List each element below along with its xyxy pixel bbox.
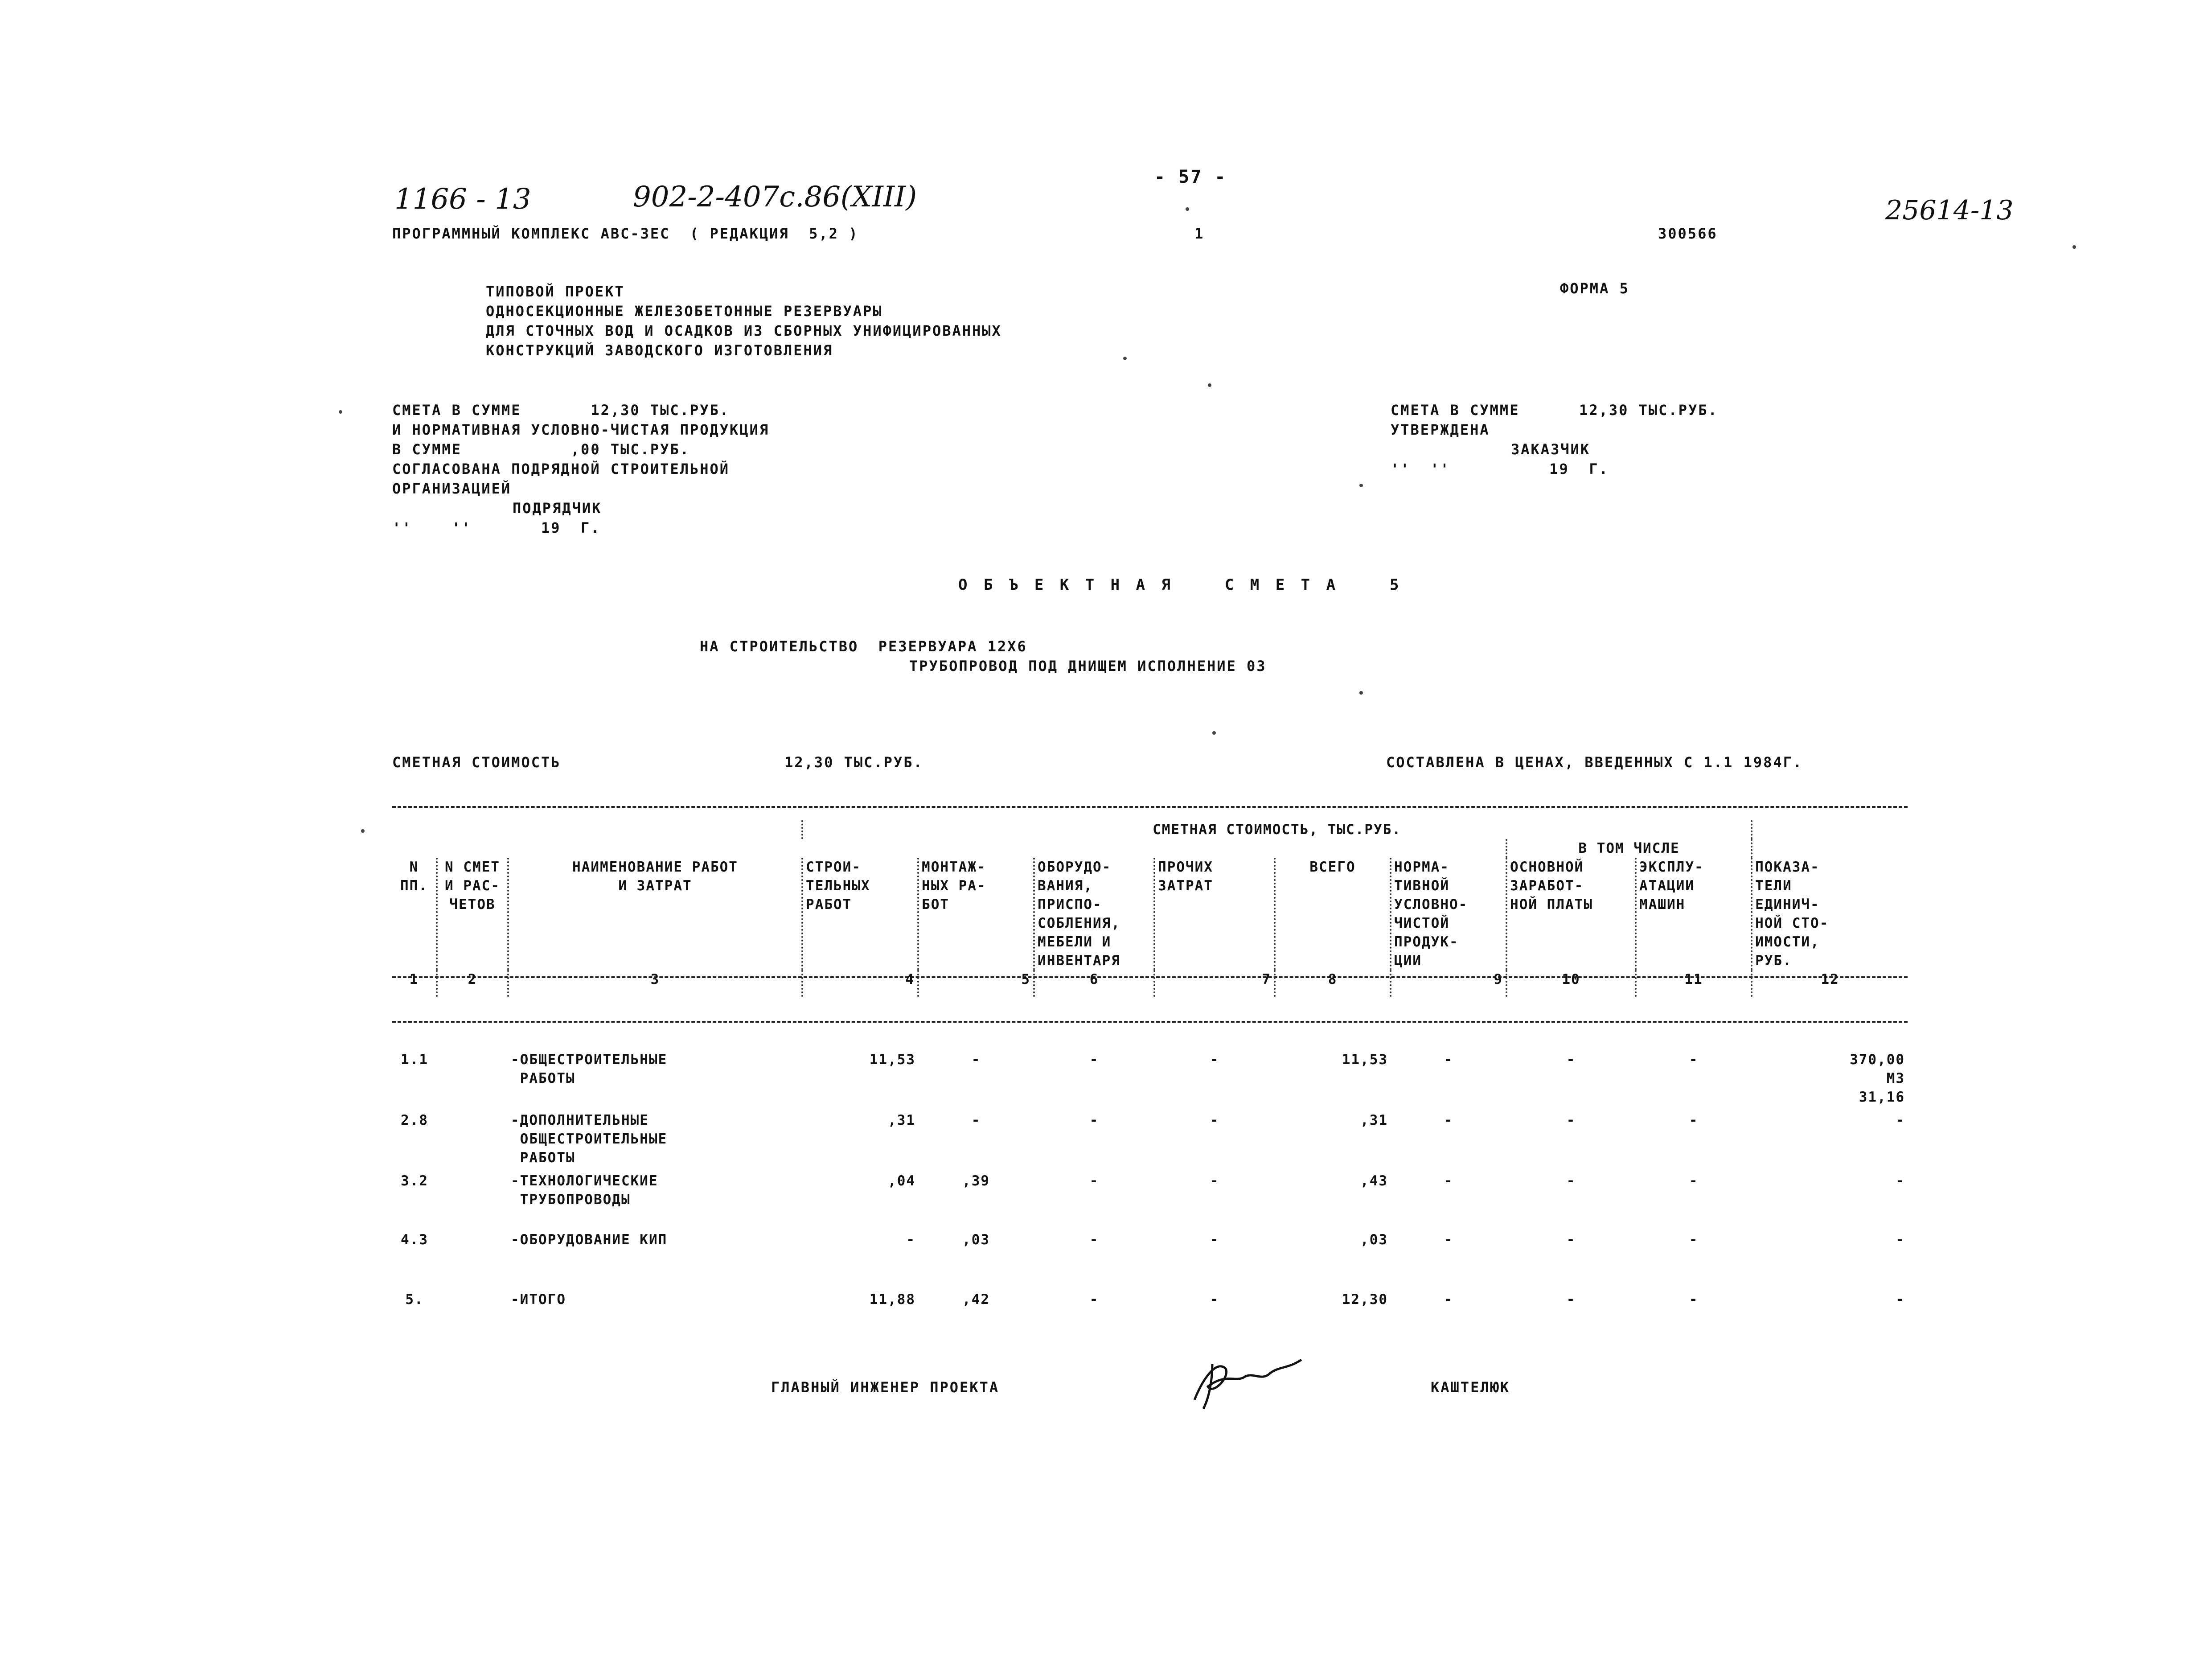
row-nup: - [1444, 1232, 1453, 1248]
form-label: ФОРМА 5 [1560, 280, 1629, 297]
row-total: ,43 [1360, 1173, 1388, 1189]
scan-speck [1186, 207, 1189, 211]
row-other: - [1210, 1112, 1219, 1128]
signature-mark [1186, 1351, 1310, 1413]
sheet-number: 1 [1194, 225, 1205, 242]
in-total-header: В ТОМ ЧИСЛЕ [1506, 839, 1752, 858]
row-mach: - [1689, 1052, 1699, 1068]
row-equip: - [1089, 1052, 1099, 1068]
col-number: 4 [802, 970, 918, 997]
row-mount: - [971, 1052, 981, 1068]
row-number: 1.1 [401, 1052, 428, 1068]
row-total: 12,30 [1342, 1291, 1388, 1308]
row-name: -ДОПОЛНИТЕЛЬНЫЕ ОБЩЕСТРОИТЕЛЬНЫЕ РАБОТЫ [511, 1112, 668, 1166]
row-mach: - [1689, 1232, 1699, 1248]
row-build: 11,53 [869, 1052, 916, 1068]
col-header-4: СТРОИ- ТЕЛЬНЫХ РАБОТ [802, 858, 918, 970]
table-row [392, 1290, 1908, 1317]
scan-speck [1208, 383, 1211, 387]
col-number: 5 [918, 970, 1034, 997]
row-wage: - [1566, 1291, 1576, 1308]
row-wage: - [1566, 1052, 1576, 1068]
handwritten-ref-right: 25614-13 [1885, 195, 2014, 226]
col-header-2: N СМЕТ И РАС- ЧЕТОВ [437, 858, 508, 970]
row-total: 11,53 [1342, 1052, 1388, 1068]
document-title: О Б Ъ Е К Т Н А Я С М Е Т А 5 [958, 576, 1403, 594]
row-mach: - [1689, 1291, 1699, 1308]
right-block-line-3: ЗАКАЗЧИК [1511, 441, 1591, 458]
group-header-row [392, 820, 1908, 839]
left-block-line-7: '' '' 19 Г. [392, 519, 601, 536]
column-number-row [392, 970, 1908, 997]
document-code: 300566 [1658, 225, 1718, 242]
left-block-line-6: ПОДРЯДЧИК [513, 500, 602, 517]
right-block-line-2: УТВЕРЖДЕНА [1391, 421, 1490, 438]
row-nup: - [1444, 1173, 1453, 1189]
row-equip: - [1089, 1291, 1099, 1308]
table-row [392, 1172, 1908, 1230]
col-number: 10 [1506, 970, 1636, 997]
program-line: ПРОГРАММНЫЙ КОМПЛЕКС АВС-ЗЕС ( РЕДАКЦИЯ 5,2 ) [392, 225, 859, 242]
project-line-2: ОДНОСЕКЦИОННЫЕ ЖЕЛЕЗОБЕТОННЫЕ РЕЗЕРВУАРЫ [486, 303, 883, 320]
left-block-line-4: СОГЛАСОВАНА ПОДРЯДНОЙ СТРОИТЕЛЬНОЙ [392, 461, 730, 477]
scan-speck [1359, 691, 1363, 695]
row-number: 3.2 [401, 1173, 428, 1189]
row-unit: - [1896, 1232, 1905, 1248]
row-wage: - [1566, 1232, 1576, 1248]
col-header-10: ОСНОВНОЙ ЗАРАБОТ- НОЙ ПЛАТЫ [1506, 858, 1636, 970]
row-mach: - [1689, 1112, 1699, 1128]
row-mount: ,42 [962, 1291, 990, 1308]
row-unit: - [1896, 1173, 1905, 1189]
row-mount: ,39 [962, 1173, 990, 1189]
row-other: - [1210, 1173, 1219, 1189]
row-number: 5. [405, 1291, 424, 1308]
scan-speck [1359, 484, 1363, 487]
row-name: -ОБЩЕСТРОИТЕЛЬНЫЕ РАБОТЫ [511, 1052, 668, 1086]
row-wage: - [1566, 1173, 1576, 1189]
project-line-3: ДЛЯ СТОЧНЫХ ВОД И ОСАДКОВ ИЗ СБОРНЫХ УНИФИЦИРОВАННЫХ [486, 322, 1002, 339]
scan-speck [2072, 245, 2076, 249]
col-header-11: ЭКСПЛУ- АТАЦИИ МАШИН [1636, 858, 1752, 970]
col-number: 3 [508, 970, 802, 997]
col-header-9: НОРМА- ТИВНОЙ УСЛОВНО- ЧИСТОЙ ПРОДУК- ЦИИ [1391, 858, 1506, 970]
row-nup: - [1444, 1291, 1453, 1308]
left-block-line-1: СМЕТА В СУММЕ 12,30 ТЫС.РУБ. [392, 402, 730, 419]
col-number: 1 [409, 971, 419, 987]
row-equip: - [1089, 1173, 1099, 1189]
row-build: ,04 [888, 1173, 916, 1189]
group-header: СМЕТНАЯ СТОИМОСТЬ, ТЫС.РУБ. [802, 820, 1752, 839]
col-number: 9 [1391, 970, 1506, 997]
col-header-6: ОБОРУДО- ВАНИЯ, ПРИСПО- СОБЛЕНИЯ, МЕБЕЛИ И ИНВЕНТАРЯ [1034, 858, 1154, 970]
col-number: 7 [1154, 970, 1275, 997]
row-build: ,31 [888, 1112, 916, 1128]
col-number: 8 [1275, 970, 1391, 997]
handwritten-ref-project: 902-2-407с.86(XIII) [633, 181, 917, 214]
row-name: -ОБОРУДОВАНИЕ КИП [511, 1232, 668, 1248]
scan-speck [1123, 357, 1127, 360]
prices-note: СОСТАВЛЕНА В ЦЕНАХ, ВВЕДЕННЫХ С 1.1 1984Г. [1386, 754, 1803, 771]
col-header-3: НАИМЕНОВАНИЕ РАБОТ И ЗАТРАТ [508, 858, 802, 970]
row-build: - [906, 1232, 916, 1248]
page-number: - 57 - [1154, 167, 1227, 187]
row-other: - [1210, 1291, 1219, 1308]
row-number: 4.3 [401, 1232, 428, 1248]
table-row [392, 1111, 1908, 1172]
column-header-row [392, 858, 1908, 970]
col-header-5: МОНТАЖ- НЫХ РА- БОТ [918, 858, 1034, 970]
col-number: 6 [1034, 970, 1154, 997]
handwritten-ref-left: 1166 - 13 [394, 183, 531, 216]
row-equip: - [1089, 1112, 1099, 1128]
table-row [392, 1050, 1908, 1111]
col-header-1: N ПП. [400, 859, 428, 894]
estimate-table [392, 820, 1908, 1317]
cost-label: СМЕТНАЯ СТОИМОСТЬ [392, 754, 561, 771]
table-top-rule [392, 806, 1908, 808]
project-line-1: ТИПОВОЙ ПРОЕКТ [486, 283, 625, 300]
col-number: 12 [1752, 970, 1908, 997]
table-row [392, 1230, 1908, 1290]
col-header-8: ВСЕГО [1275, 858, 1391, 970]
in-total-row [392, 839, 1908, 858]
right-block-line-4: '' '' 19 Г. [1391, 461, 1609, 477]
row-other: - [1210, 1052, 1219, 1068]
row-mount: - [971, 1112, 981, 1128]
chief-engineer-label: ГЛАВНЫЙ ИНЖЕНЕР ПРОЕКТА [771, 1379, 1000, 1396]
col-number: 11 [1636, 970, 1752, 997]
subtitle-line-2: ТРУБОПРОВОД ПОД ДНИЩЕМ ИСПОЛНЕНИЕ 03 [909, 658, 1267, 675]
row-number: 2.8 [401, 1112, 428, 1128]
row-other: - [1210, 1232, 1219, 1248]
left-block-line-5: ОРГАНИЗАЦИЕЙ [392, 480, 512, 497]
row-mach: - [1689, 1173, 1699, 1189]
row-total: ,31 [1360, 1112, 1388, 1128]
row-mount: ,03 [962, 1232, 990, 1248]
row-unit: 370,00 М3 31,16 [1850, 1052, 1905, 1105]
row-total: ,03 [1360, 1232, 1388, 1248]
row-name: -ИТОГО [511, 1291, 566, 1308]
col-number: 2 [437, 970, 508, 997]
row-nup: - [1444, 1112, 1453, 1128]
left-block-line-2: И НОРМАТИВНАЯ УСЛОВНО-ЧИСТАЯ ПРОДУКЦИЯ [392, 421, 770, 438]
row-nup: - [1444, 1052, 1453, 1068]
row-build: 11,88 [869, 1291, 916, 1308]
cost-value: 12,30 ТЫС.РУБ. [784, 754, 923, 771]
row-name: -ТЕХНОЛОГИЧЕСКИЕ ТРУБОПРОВОДЫ [511, 1173, 658, 1208]
scan-speck [1212, 731, 1216, 735]
col-header-12: ПОКАЗА- ТЕЛИ ЕДИНИЧ- НОЙ СТО- ИМОСТИ, РУБ. [1752, 858, 1908, 970]
row-wage: - [1566, 1112, 1576, 1128]
right-block-line-1: СМЕТА В СУММЕ 12,30 ТЫС.РУБ. [1391, 402, 1718, 419]
col-header-7: ПРОЧИХ ЗАТРАТ [1154, 858, 1275, 970]
left-block-line-3: В СУММЕ ,00 ТЫС.РУБ. [392, 441, 690, 458]
row-unit: - [1896, 1291, 1905, 1308]
row-unit: - [1896, 1112, 1905, 1128]
chief-engineer-name: КАШТЕЛЮК [1431, 1379, 1510, 1396]
scan-speck [339, 410, 342, 414]
project-line-4: КОНСТРУКЦИЙ ЗАВОДСКОГО ИЗГОТОВЛЕНИЯ [486, 342, 833, 359]
row-equip: - [1089, 1232, 1099, 1248]
subtitle-line-1: НА СТРОИТЕЛЬСТВО РЕЗЕРВУАРА 12Х6 [700, 638, 1027, 655]
scan-speck [361, 829, 365, 833]
